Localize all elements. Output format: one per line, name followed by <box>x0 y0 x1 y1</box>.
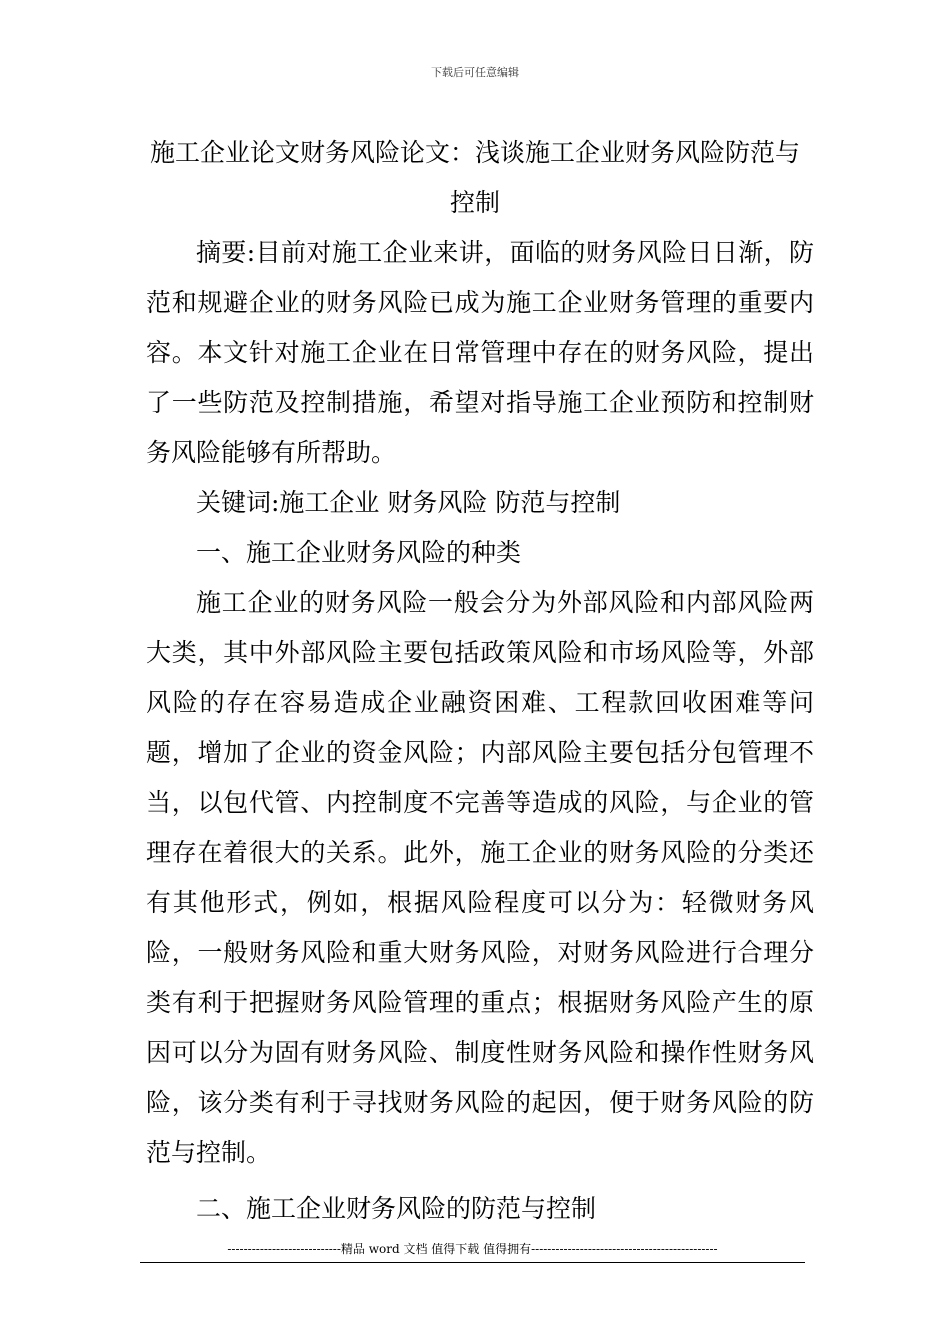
document-title: 施工企业论文财务风险论文：浅谈施工企业财务风险防范与控制 <box>149 138 800 217</box>
document-body <box>146 228 814 1234</box>
page-footer-text: ----------------------------精品 word 文档 值得下载 值得拥有---------------------------------------------- <box>227 1242 718 1256</box>
footer-divider <box>140 1262 805 1263</box>
abstract-paragraph: 摘要:目前对施工企业来讲，面临的财务风险日日渐，防范和规避企业的财务风险已成为施工企业财务管理的重要内容。本文针对施工企业在日常管理中存在的财务风险，提出了一些防范及控制措施，希望对指导施工企业预防和控制财务风险能够有所帮助。 <box>146 238 814 467</box>
body-paragraph: 施工企业的财务风险一般会分为外部风险和内部风险两大类，其中外部风险主要包括政策风险和市场风险等，外部风险的存在容易造成企业融资困难、工程款回收困难等问题，增加了企业的资金风险；内部风险主要包括分包管理不当，以包代管、内控制度不完善等造成的风险，与企业的管理存在着很大的关系。此外，施工企业的财务风险的分类还有其他形式，例如，根据风险程度可以分为：轻微财务风险，一般财务风险和重大财务风险，对财务风险进行合理分类有利于把握财务风险管理的重点；根据财务风险产生的原因可以分为固有财务风险、制度性财务风险和操作性财务风险，该分类有利于寻找财务风险的起因，便于财务风险的防范与控制。 <box>146 588 814 1167</box>
section-heading-1: 一、施工企业财务风险的种类 <box>196 538 522 567</box>
keywords-paragraph: 关键词:施工企业 财务风险 防范与控制 <box>196 488 621 517</box>
section-heading-2: 二、施工企业财务风险的防范与控制 <box>196 1194 597 1223</box>
page-header-note: 下载后可任意编辑 <box>431 66 519 79</box>
